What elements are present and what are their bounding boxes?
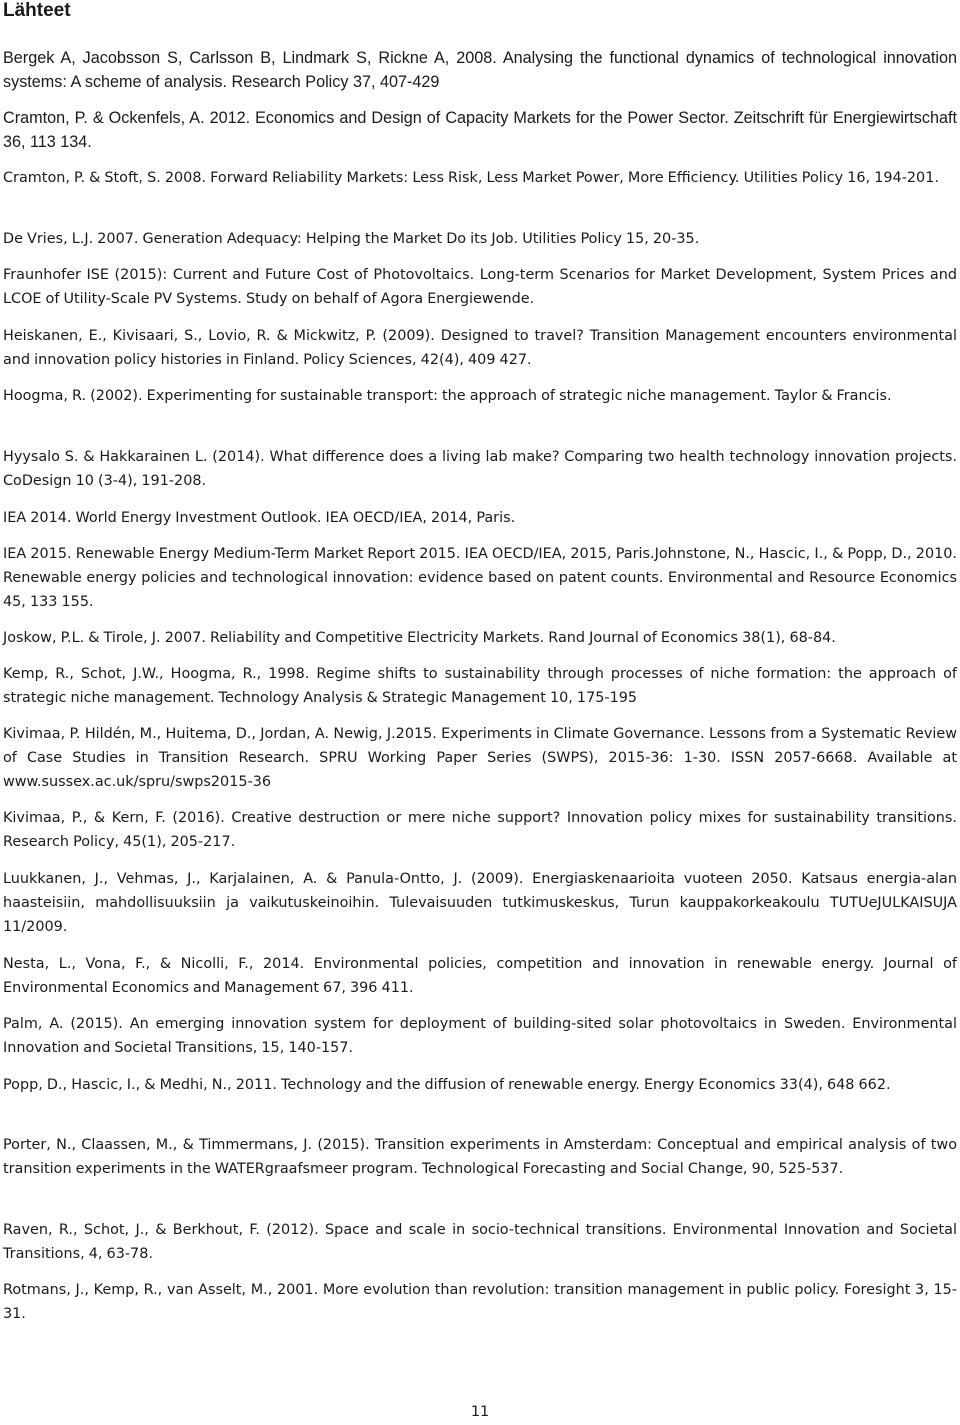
reference-entry: IEA 2015. Renewable Energy Medium-Term Market Report 2015. IEA OECD/IEA, 2015, Paris.Johnstone, N., Hascic, I., & Popp, D., 2010. Renewable energy policies and technological innovation: evidence based on patent counts. Environmental and Resource Economics 45, 133 155. <box>3 546 957 610</box>
reference-entry: Joskow, P.L. & Tirole, J. 2007. Reliability and Competitive Electricity Markets. Rand Journal of Economics 38(1), 68-84. <box>3 630 836 646</box>
reference-entry: Fraunhofer ISE (2015): Current and Future Cost of Photovoltaics. Long-term Scenarios for Market Development, System Prices and LCOE of Utility-Scale PV Systems. Study on behalf of Agora Energiewende. <box>3 267 957 307</box>
reference-entry: Hoogma, R. (2002). Experimenting for sustainable transport: the approach of strategic niche management. Taylor & Francis. <box>3 388 892 404</box>
page-number: 11 <box>470 1404 490 1420</box>
reference-entry: Kemp, R., Schot, J.W., Hoogma, R., 1998. Regime shifts to sustainability through processes of niche formation: the approach of strategic niche management. Technology Analysis & Strategic Management 10, 175-195 <box>3 666 957 706</box>
reference-entry: Kivimaa, P., & Kern, F. (2016). Creative destruction or mere niche support? Innovation policy mixes for sustainability transitions. Research Policy, 45(1), 205-217. <box>3 810 957 850</box>
reference-entry: Palm, A. (2015). An emerging innovation system for deployment of building-sited solar photovoltaics in Sweden. Environmental Innovation and Societal Transitions, 15, 140-157. <box>3 1016 957 1056</box>
reference-entry: Nesta, L., Vona, F., & Nicolli, F., 2014. Environmental policies, competition and innovation in renewable energy. Journal of Environmental Economics and Management 67, 396 411. <box>3 956 957 996</box>
reference-entry: Heiskanen, E., Kivisaari, S., Lovio, R. & Mickwitz, P. (2009). Designed to travel? Transition Management encounters environmental and innovation policy histories in Finland. Policy Sciences, 42(4), 409 427. <box>3 328 957 368</box>
reference-entry: Porter, N., Claassen, M., & Timmermans, J. (2015). Transition experiments in Amsterdam: Conceptual and empirical analysis of two transition experiments in the WATERgraafsmeer program. Technological Forecasting and Social Change, 90, 525-537. <box>3 1137 957 1177</box>
reference-entry: Kivimaa, P. Hildén, M., Huitema, D., Jordan, A. Newig, J.2015. Experiments in Climate Governance. Lessons from a Systematic Review of Case Studies in Transition Research. SPRU Working Paper Series (SWPS), 2015-36: 1-30. ISSN 2057-6668. Available at www.sussex.ac.uk/spru/swps2015-36 <box>3 726 957 790</box>
reference-entry: Cramton, P. & Stoft, S. 2008. Forward Reliability Markets: Less Risk, Less Market Power, More Efficiency. Utilities Policy 16, 194-201. <box>3 170 939 186</box>
reference-entry: Hyysalo S. & Hakkarainen L. (2014). What difference does a living lab make? Comparing two health technology innovation projects. CoDesign 10 (3-4), 191-208. <box>3 449 957 489</box>
reference-entry: De Vries, L.J. 2007. Generation Adequacy: Helping the Market Do its Job. Utilities Policy 15, 20-35. <box>3 231 700 247</box>
reference-entry: Cramton, P. & Ockenfels, A. 2012. Economics and Design of Capacity Markets for the Power Sector. Zeitschrift für Energiewirtschaft 36, 113 134. <box>3 109 957 151</box>
reference-entry: Luukkanen, J., Vehmas, J., Karjalainen, A. & Panula-Ontto, J. (2009). Energiaskenaarioita vuoteen 2050. Katsaus energia-alan haasteisiin, mahdollisuuksiin ja vaikutuskeinoihin. Tulevaisuuden tutkimuskeskus, Turun kauppakorkeakoulu TUTUeJULKAISUJA 11/2009. <box>3 871 957 935</box>
reference-entry: Rotmans, J., Kemp, R., van Asselt, M., 2001. More evolution than revolution: transition management in public policy. Foresight 3, 15-31. <box>3 1282 957 1322</box>
reference-entry: Popp, D., Hascic, I., & Medhi, N., 2011. Technology and the diffusion of renewable energy. Energy Economics 33(4), 648 662. <box>3 1077 891 1093</box>
reference-entry: Raven, R., Schot, J., & Berkhout, F. (2012). Space and scale in socio-technical transitions. Environmental Innovation and Societal Transitions, 4, 63-78. <box>3 1222 957 1262</box>
reference-entry: Bergek A, Jacobsson S, Carlsson B, Lindmark S, Rickne A, 2008. Analysing the functional dynamics of technological innovation systems: A scheme of analysis. Research Policy 37, 407-429 <box>3 49 957 91</box>
section-heading: Lähteet <box>3 0 71 21</box>
reference-entry: IEA 2014. World Energy Investment Outlook. IEA OECD/IEA, 2014, Paris. <box>3 510 516 526</box>
